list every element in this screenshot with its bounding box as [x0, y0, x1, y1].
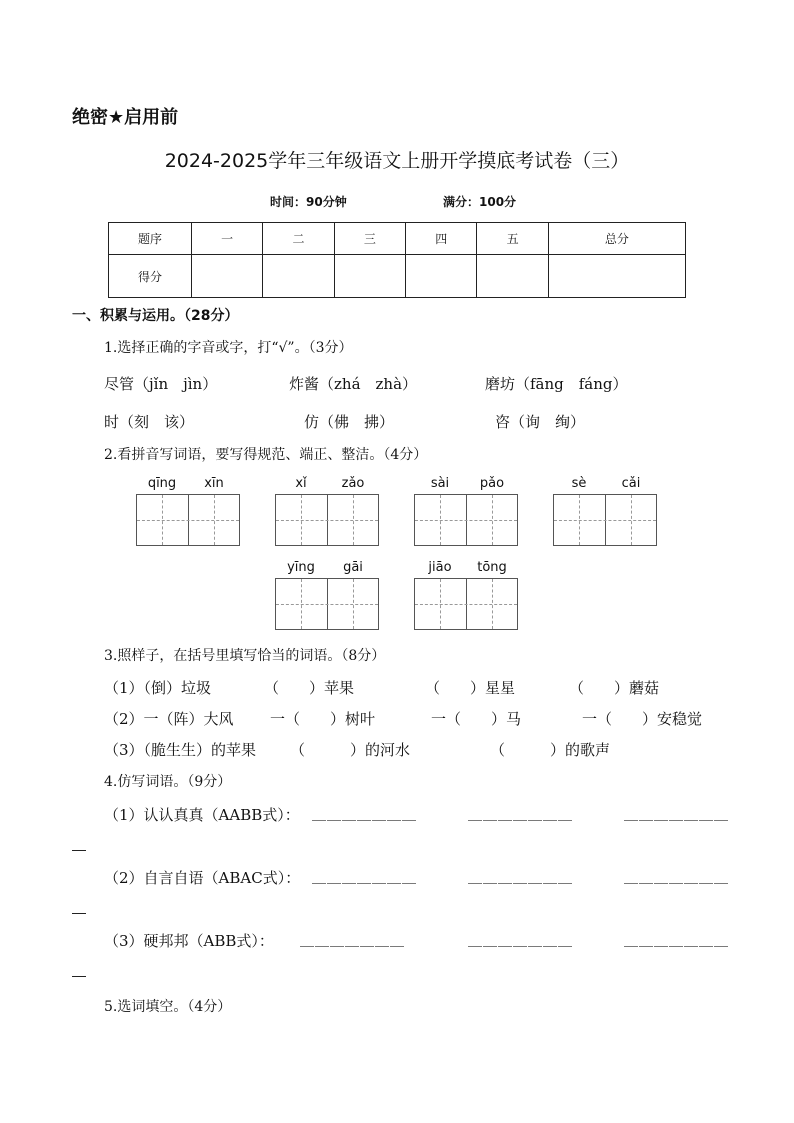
writing-grid[interactable] — [136, 494, 240, 546]
pinyin-label: xīn — [204, 476, 224, 491]
q1-option[interactable]: 磨坊（fāng fáng） — [485, 375, 628, 393]
score-cell[interactable] — [548, 255, 685, 298]
pinyin-label: zǎo — [341, 476, 365, 491]
pinyin-label: pǎo — [479, 476, 505, 491]
q1-option[interactable]: 咨（询 绚） — [495, 413, 586, 431]
table-row — [109, 223, 686, 255]
q4-answer-line[interactable]: ＿＿＿＿＿＿＿ — [624, 807, 729, 823]
score-cell[interactable] — [477, 255, 548, 298]
line-continuation — [72, 913, 86, 914]
q3-blank[interactable]: 一（ ）安稳觉 — [582, 710, 703, 728]
q4-item: （1）认认真真（AABB式）： — [104, 806, 300, 824]
q1-option[interactable]: 仿（佛 拂） — [304, 413, 395, 431]
line-continuation — [72, 850, 86, 851]
q2-prompt: 2.看拼音写词语，要写得规范、端正、整洁。（4分） — [104, 447, 428, 463]
q1-option[interactable]: 时（刻 该） — [104, 413, 195, 431]
q1-option[interactable]: 尽管（jǐn jìn） — [104, 375, 218, 393]
score-header-cell: 二 — [263, 223, 334, 255]
pinyin-label: qīng — [147, 476, 177, 491]
q4-item: （3）硬邦邦（ABB式）： — [104, 932, 274, 950]
pinyin-label: xǐ — [295, 476, 307, 491]
score-cell[interactable] — [263, 255, 334, 298]
q3-blank[interactable]: （ ）的河水 — [290, 741, 411, 759]
pinyin-label: tōng — [477, 560, 507, 575]
q4-answer-line[interactable]: ＿＿＿＿＿＿＿ — [312, 807, 417, 823]
q3-blank[interactable]: 一（ ）马 — [431, 710, 522, 728]
q3-blank[interactable]: （ ）苹果 — [264, 679, 355, 697]
q1-prompt: 1.选择正确的字音或字，打“√”。（3分） — [104, 340, 353, 356]
pinyin-label: gāi — [343, 560, 363, 575]
score-header-cell: 三 — [334, 223, 405, 255]
q4-answer-line[interactable]: ＿＿＿＿＿＿＿ — [468, 933, 573, 949]
score-header-cell: 五 — [477, 223, 548, 255]
score-table — [108, 222, 686, 298]
table-row — [109, 255, 686, 298]
q3-blank[interactable]: （ ）蘑菇 — [569, 679, 660, 697]
q4-prompt: 4.仿写词语。（9分） — [104, 774, 232, 790]
q5-prompt: 5.选词填空。（4分） — [104, 999, 232, 1015]
writing-grid[interactable] — [414, 494, 518, 546]
q1-option[interactable]: 炸酱（zhá zhà） — [289, 375, 418, 393]
pinyin-label: cǎi — [621, 476, 641, 491]
full-score: 满分：100分 — [443, 195, 517, 209]
line-continuation — [72, 976, 86, 977]
q4-answer-line[interactable]: ＿＿＿＿＿＿＿ — [468, 870, 573, 886]
writing-grid[interactable] — [275, 578, 379, 630]
time-limit: 时间：90分钟 — [270, 195, 347, 209]
section-1-title: 一、积累与运用。（28分） — [72, 308, 239, 324]
q3-example: （2）一（阵）大风 — [104, 710, 234, 728]
writing-grid[interactable] — [275, 494, 379, 546]
score-cell[interactable] — [192, 255, 263, 298]
pinyin-label: yīng — [287, 560, 315, 575]
q3-blank[interactable]: 一（ ）树叶 — [270, 710, 376, 728]
q4-answer-line[interactable]: ＿＿＿＿＿＿＿ — [300, 933, 405, 949]
score-cell[interactable] — [334, 255, 405, 298]
pinyin-label: sè — [571, 476, 587, 491]
writing-grid[interactable] — [553, 494, 657, 546]
score-header-cell: 一 — [192, 223, 263, 255]
confidential-label: 绝密★启用前 — [72, 107, 179, 128]
q4-answer-line[interactable]: ＿＿＿＿＿＿＿ — [624, 870, 729, 886]
q4-item: （2）自言自语（ABAC式）： — [104, 869, 301, 887]
score-row-label: 得分 — [109, 255, 192, 298]
q4-answer-line[interactable]: ＿＿＿＿＿＿＿ — [312, 870, 417, 886]
score-header-cell: 总分 — [548, 223, 685, 255]
q3-blank[interactable]: （ ）的歌声 — [490, 741, 611, 759]
q3-prompt: 3.照样子，在括号里填写恰当的词语。（8分） — [104, 648, 386, 664]
pinyin-label: jiāo — [428, 560, 452, 575]
q3-example: （1）（倒）垃圾 — [104, 679, 212, 697]
writing-grid[interactable] — [414, 578, 518, 630]
score-cell[interactable] — [406, 255, 477, 298]
score-header-cell: 题序 — [109, 223, 192, 255]
pinyin-label: sài — [430, 476, 450, 491]
q3-example: （3）（脆生生）的苹果 — [104, 741, 257, 759]
q3-blank[interactable]: （ ）星星 — [425, 679, 516, 697]
q4-answer-line[interactable]: ＿＿＿＿＿＿＿ — [468, 807, 573, 823]
q4-answer-line[interactable]: ＿＿＿＿＿＿＿ — [624, 933, 729, 949]
score-header-cell: 四 — [406, 223, 477, 255]
exam-title: 2024-2025学年三年级语文上册开学摸底考试卷（三） — [164, 150, 630, 172]
